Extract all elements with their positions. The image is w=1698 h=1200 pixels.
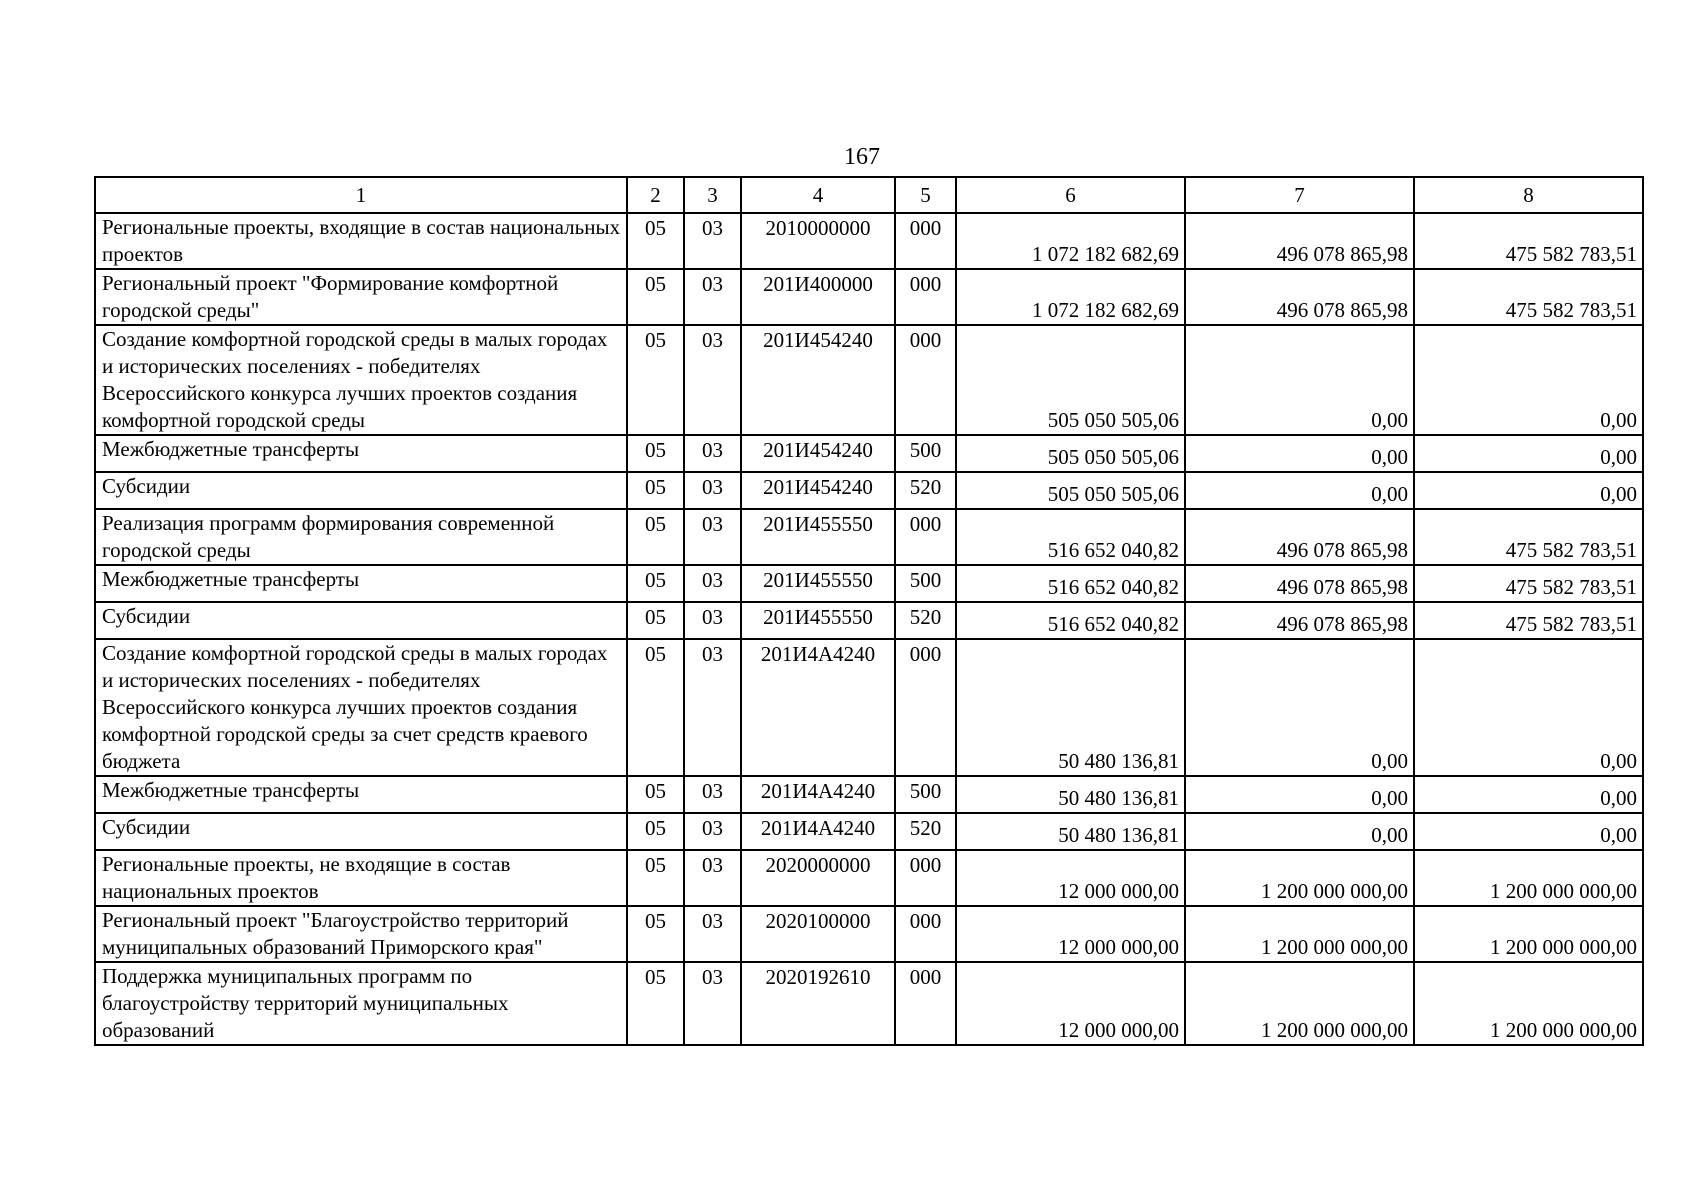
row-name: Реализация программ формирования современной городской среды — [95, 509, 627, 565]
row-code-4: 201И454240 — [741, 472, 895, 509]
row-code-3: 03 — [684, 776, 741, 813]
row-amount-8: 1 200 000 000,00 — [1414, 850, 1643, 906]
row-amount-6: 50 480 136,81 — [956, 813, 1185, 850]
row-code-4: 201И400000 — [741, 269, 895, 325]
row-code-3: 03 — [684, 850, 741, 906]
row-amount-7: 496 078 865,98 — [1185, 602, 1414, 639]
row-amount-7: 0,00 — [1185, 776, 1414, 813]
row-code-2: 05 — [627, 813, 684, 850]
row-code-2: 05 — [627, 639, 684, 776]
row-amount-8: 1 200 000 000,00 — [1414, 962, 1643, 1045]
row-code-3: 03 — [684, 813, 741, 850]
row-code-2: 05 — [627, 565, 684, 602]
row-code-5: 520 — [895, 602, 956, 639]
row-code-5: 000 — [895, 850, 956, 906]
row-code-2: 05 — [627, 325, 684, 435]
row-amount-7: 1 200 000 000,00 — [1185, 906, 1414, 962]
row-name: Межбюджетные трансферты — [95, 565, 627, 602]
column-header-2: 2 — [627, 177, 684, 213]
row-code-2: 05 — [627, 962, 684, 1045]
row-code-3: 03 — [684, 269, 741, 325]
row-code-4: 201И4А4240 — [741, 776, 895, 813]
column-header-3: 3 — [684, 177, 741, 213]
row-code-4: 2020000000 — [741, 850, 895, 906]
row-code-3: 03 — [684, 565, 741, 602]
row-amount-7: 0,00 — [1185, 813, 1414, 850]
row-code-4: 201И4А4240 — [741, 639, 895, 776]
table-row — [95, 962, 1643, 1045]
row-name: Поддержка муниципальных программ по благоустройству территорий муниципальных образований — [95, 962, 627, 1045]
row-code-2: 05 — [627, 776, 684, 813]
row-name: Региональные проекты, входящие в состав национальных проектов — [95, 213, 627, 269]
row-code-4: 201И454240 — [741, 435, 895, 472]
row-code-4: 2020192610 — [741, 962, 895, 1045]
row-amount-6: 1 072 182 682,69 — [956, 213, 1185, 269]
row-amount-6: 505 050 505,06 — [956, 325, 1185, 435]
row-amount-8: 0,00 — [1414, 776, 1643, 813]
row-name: Региональные проекты, не входящие в состав национальных проектов — [95, 850, 627, 906]
page-number: 167 — [844, 144, 880, 170]
row-code-3: 03 — [684, 602, 741, 639]
row-amount-7: 496 078 865,98 — [1185, 565, 1414, 602]
row-code-3: 03 — [684, 213, 741, 269]
row-code-5: 500 — [895, 435, 956, 472]
row-name: Межбюджетные трансферты — [95, 435, 627, 472]
row-code-3: 03 — [684, 472, 741, 509]
row-code-5: 000 — [895, 213, 956, 269]
row-amount-7: 1 200 000 000,00 — [1185, 850, 1414, 906]
row-code-5: 000 — [895, 269, 956, 325]
row-amount-8: 475 582 783,51 — [1414, 565, 1643, 602]
row-amount-6: 1 072 182 682,69 — [956, 269, 1185, 325]
row-amount-7: 0,00 — [1185, 639, 1414, 776]
row-code-5: 000 — [895, 906, 956, 962]
row-code-2: 05 — [627, 906, 684, 962]
row-amount-6: 516 652 040,82 — [956, 509, 1185, 565]
row-amount-8: 1 200 000 000,00 — [1414, 906, 1643, 962]
table-row — [95, 639, 1643, 776]
row-code-3: 03 — [684, 906, 741, 962]
row-amount-8: 0,00 — [1414, 325, 1643, 435]
column-header-5: 5 — [895, 177, 956, 213]
row-code-5: 520 — [895, 472, 956, 509]
row-code-5: 000 — [895, 509, 956, 565]
table-row — [95, 602, 1643, 639]
row-code-4: 201И454240 — [741, 325, 895, 435]
row-amount-7: 496 078 865,98 — [1185, 269, 1414, 325]
row-amount-7: 1 200 000 000,00 — [1185, 962, 1414, 1045]
table-row — [95, 509, 1643, 565]
row-code-4: 2020100000 — [741, 906, 895, 962]
row-amount-6: 50 480 136,81 — [956, 776, 1185, 813]
row-code-2: 05 — [627, 602, 684, 639]
row-amount-8: 0,00 — [1414, 813, 1643, 850]
column-header-1: 1 — [95, 177, 627, 213]
row-name: Создание комфортной городской среды в малых городах и исторических поселениях - победителях Всероссийского конкурса лучших проектов создания комфортной городской среды — [95, 325, 627, 435]
row-code-2: 05 — [627, 509, 684, 565]
row-code-4: 2010000000 — [741, 213, 895, 269]
row-code-2: 05 — [627, 472, 684, 509]
table-row — [95, 472, 1643, 509]
row-amount-8: 0,00 — [1414, 639, 1643, 776]
row-amount-8: 0,00 — [1414, 435, 1643, 472]
row-amount-6: 12 000 000,00 — [956, 962, 1185, 1045]
row-name: Региональный проект "Благоустройство территорий муниципальных образований Приморского края" — [95, 906, 627, 962]
row-code-4: 201И455550 — [741, 509, 895, 565]
row-amount-6: 505 050 505,06 — [956, 435, 1185, 472]
row-amount-7: 0,00 — [1185, 435, 1414, 472]
row-code-2: 05 — [627, 213, 684, 269]
row-code-4: 201И455550 — [741, 602, 895, 639]
row-name: Региональный проект "Формирование комфортной городской среды" — [95, 269, 627, 325]
row-code-5: 000 — [895, 639, 956, 776]
row-code-3: 03 — [684, 962, 741, 1045]
row-amount-8: 475 582 783,51 — [1414, 602, 1643, 639]
row-code-3: 03 — [684, 435, 741, 472]
budget-table — [94, 176, 1644, 1046]
table-row — [95, 269, 1643, 325]
row-amount-6: 12 000 000,00 — [956, 906, 1185, 962]
table-row — [95, 435, 1643, 472]
row-code-5: 500 — [895, 776, 956, 813]
row-amount-6: 516 652 040,82 — [956, 565, 1185, 602]
row-amount-8: 475 582 783,51 — [1414, 269, 1643, 325]
row-amount-8: 475 582 783,51 — [1414, 509, 1643, 565]
row-code-5: 000 — [895, 325, 956, 435]
row-amount-7: 496 078 865,98 — [1185, 509, 1414, 565]
column-header-7: 7 — [1185, 177, 1414, 213]
row-name: Субсидии — [95, 472, 627, 509]
row-amount-7: 496 078 865,98 — [1185, 213, 1414, 269]
table-row — [95, 325, 1643, 435]
row-name: Субсидии — [95, 602, 627, 639]
row-code-2: 05 — [627, 435, 684, 472]
column-header-8: 8 — [1414, 177, 1643, 213]
table-header-row — [95, 177, 1643, 213]
table-row — [95, 213, 1643, 269]
column-header-6: 6 — [956, 177, 1185, 213]
table-row — [95, 776, 1643, 813]
row-amount-6: 505 050 505,06 — [956, 472, 1185, 509]
row-amount-8: 0,00 — [1414, 472, 1643, 509]
table-row — [95, 850, 1643, 906]
row-name: Создание комфортной городской среды в малых городах и исторических поселениях - победителях Всероссийского конкурса лучших проектов создания комфортной городской среды за счет средств краевого бюджета — [95, 639, 627, 776]
table-row — [95, 906, 1643, 962]
row-amount-7: 0,00 — [1185, 325, 1414, 435]
table-row — [95, 813, 1643, 850]
column-header-4: 4 — [741, 177, 895, 213]
row-amount-7: 0,00 — [1185, 472, 1414, 509]
row-code-3: 03 — [684, 639, 741, 776]
row-amount-8: 475 582 783,51 — [1414, 213, 1643, 269]
table-row — [95, 565, 1643, 602]
row-code-2: 05 — [627, 269, 684, 325]
row-code-2: 05 — [627, 850, 684, 906]
row-code-4: 201И455550 — [741, 565, 895, 602]
row-amount-6: 12 000 000,00 — [956, 850, 1185, 906]
row-code-5: 500 — [895, 565, 956, 602]
row-code-5: 520 — [895, 813, 956, 850]
row-code-4: 201И4А4240 — [741, 813, 895, 850]
row-code-3: 03 — [684, 325, 741, 435]
row-name: Субсидии — [95, 813, 627, 850]
row-amount-6: 516 652 040,82 — [956, 602, 1185, 639]
row-code-5: 000 — [895, 962, 956, 1045]
row-amount-6: 50 480 136,81 — [956, 639, 1185, 776]
row-name: Межбюджетные трансферты — [95, 776, 627, 813]
row-code-3: 03 — [684, 509, 741, 565]
